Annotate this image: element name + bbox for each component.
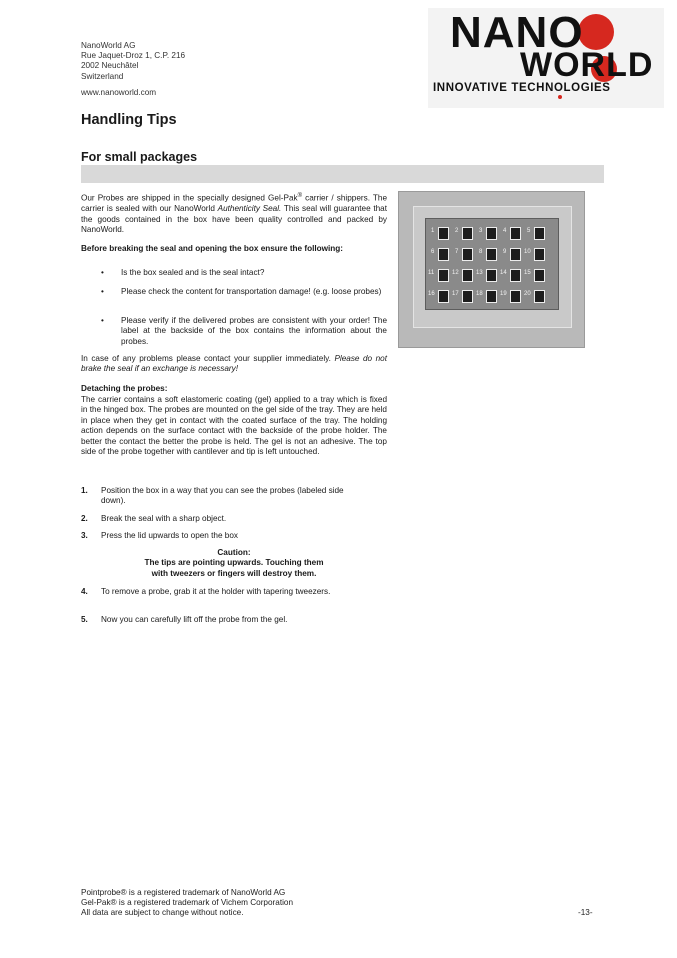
probe-slot bbox=[510, 290, 521, 303]
slot-number: 5 bbox=[527, 228, 531, 234]
probe-slot bbox=[534, 248, 545, 261]
slot-number: 10 bbox=[524, 249, 531, 255]
address-city: 2002 Neuchâtel bbox=[81, 61, 139, 71]
checklist-text: Is the box sealed and is the seal intact? bbox=[121, 268, 265, 277]
step-number: 5. bbox=[81, 615, 88, 624]
probe-slot bbox=[486, 227, 497, 240]
step-text: Position the box in a way that you can see the probes (labeled side down). bbox=[101, 486, 344, 506]
probe-slot bbox=[438, 248, 449, 261]
slot-number: 17 bbox=[452, 291, 459, 297]
authenticity-seal-text: Authenticity Seal. bbox=[217, 204, 282, 214]
slot-number: 19 bbox=[500, 291, 507, 297]
section-divider bbox=[81, 165, 604, 183]
probe-slot bbox=[510, 227, 521, 240]
page-title: Handling Tips bbox=[81, 112, 177, 128]
before-heading: Before breaking the seal and opening the box ensure the following: bbox=[81, 244, 344, 253]
slot-number: 13 bbox=[476, 270, 483, 276]
probe-slot bbox=[462, 269, 473, 282]
company-address bbox=[81, 41, 185, 82]
probe-slot bbox=[462, 290, 473, 303]
logo-world: WORLD bbox=[520, 46, 654, 84]
detach-paragraph: The carrier contains a soft elastomeric coating (gel) applied to a tray which is fixed in the hinged box. The probes are mounted on the gel side of the tray. They are held in place when they get in contact with the coated surface of the tray. The holding action depends on the surface contact with the backside of the probe holder. The better the contact the better the probe is held. The gel is not an adhesive. The top side of the probe together with cantilever and tip is left untouched. bbox=[81, 395, 387, 457]
step-text: To remove a probe, grab it at the holder with tapering tweezers. bbox=[101, 587, 331, 596]
problems-warning: Please do not brake the seal if an exchange is necessary! bbox=[81, 354, 388, 374]
logo-nano: NANO bbox=[450, 8, 584, 57]
probe-slot bbox=[534, 269, 545, 282]
intro-text: Our Probes are shipped in the specially designed Gel-Pak bbox=[81, 193, 298, 203]
intro-paragraph bbox=[81, 191, 387, 235]
slot-number: 18 bbox=[476, 291, 483, 297]
page-number: -13- bbox=[578, 908, 593, 917]
slot-number: 12 bbox=[452, 270, 459, 276]
probe-slot bbox=[462, 227, 473, 240]
probe-slot bbox=[486, 269, 497, 282]
slot-number: 6 bbox=[431, 249, 435, 255]
probe-slot bbox=[534, 290, 545, 303]
bullet-icon: • bbox=[101, 316, 104, 325]
probe-slot bbox=[438, 290, 449, 303]
step-number: 1. bbox=[81, 486, 88, 495]
caution-box bbox=[81, 548, 387, 579]
slot-number: 1 bbox=[431, 228, 435, 234]
bullet-icon: • bbox=[101, 287, 104, 296]
trademark-gelpak: Gel-Pak® is a registered trademark of Vichem Corporation bbox=[81, 898, 294, 908]
probe-slot bbox=[438, 269, 449, 282]
step-number: 2. bbox=[81, 514, 88, 523]
company-name: NanoWorld AG bbox=[81, 41, 136, 50]
probe-slot bbox=[486, 248, 497, 261]
disclaimer: All data are subject to change without notice. bbox=[81, 908, 244, 918]
slot-number: 8 bbox=[479, 249, 483, 255]
caution-line: The tips are pointing upwards. Touching them bbox=[144, 558, 324, 568]
step-text: Press the lid upwards to open the box bbox=[101, 531, 238, 540]
footer bbox=[81, 888, 293, 919]
slot-number: 14 bbox=[500, 270, 507, 276]
probe-slot bbox=[510, 248, 521, 261]
address-country: Switzerland bbox=[81, 71, 124, 81]
intro-text: carrier / shippers. The carrier is sealed with our NanoWorld bbox=[81, 193, 387, 214]
step-text: Break the seal with a sharp object. bbox=[101, 514, 227, 523]
problems-paragraph bbox=[81, 354, 387, 375]
gel-tray bbox=[425, 218, 559, 310]
probe-slot bbox=[510, 269, 521, 282]
logo-red-dot bbox=[558, 95, 562, 99]
detach-heading: Detaching the probes: bbox=[81, 384, 168, 393]
slot-number: 20 bbox=[524, 291, 531, 297]
section-title: For small packages bbox=[81, 150, 198, 164]
website-link[interactable]: www.nanoworld.com bbox=[81, 88, 157, 97]
step-number: 4. bbox=[81, 587, 88, 596]
slot-number: 4 bbox=[503, 228, 507, 234]
nanoworld-logo bbox=[428, 8, 664, 108]
checklist-text: Please check the content for transportation damage! (e.g. loose probes) bbox=[121, 287, 382, 296]
probe-slot bbox=[438, 227, 449, 240]
slot-number: 3 bbox=[479, 228, 483, 234]
slot-number: 15 bbox=[524, 270, 531, 276]
slot-number: 16 bbox=[428, 291, 435, 297]
gel-pak-box-photo bbox=[398, 191, 585, 348]
problems-text: In case of any problems please contact your supplier immediately. bbox=[81, 354, 335, 363]
caution-title: Caution: bbox=[217, 548, 251, 557]
step-text: Now you can carefully lift off the probe from the gel. bbox=[101, 615, 288, 624]
address-street: Rue Jaquet-Droz 1, C.P. 216 bbox=[81, 51, 186, 61]
slot-number: 2 bbox=[455, 228, 459, 234]
probe-slot bbox=[486, 290, 497, 303]
trademark-pointprobe: Pointprobe® is a registered trademark of NanoWorld AG bbox=[81, 888, 286, 897]
probe-slot bbox=[534, 227, 545, 240]
bullet-icon: • bbox=[101, 268, 104, 277]
caution-line: with tweezers or fingers will destroy them. bbox=[151, 568, 317, 578]
registered-mark: ® bbox=[297, 193, 303, 199]
intro-text: This seal will guarantee that the goods contained in the box have been quality controlled and packed by NanoWorld. bbox=[81, 204, 388, 234]
slot-number: 9 bbox=[503, 249, 507, 255]
step-number: 3. bbox=[81, 531, 88, 540]
checklist-text: Please verify if the delivered probes are consistent with your order! The label at the backside of the box contains the information about the probes. bbox=[121, 316, 387, 346]
slot-number: 7 bbox=[455, 249, 459, 255]
slot-number: 11 bbox=[428, 270, 435, 276]
probe-slot bbox=[462, 248, 473, 261]
logo-tagline: INNOVATIVE TECHNOLOGIES bbox=[433, 82, 611, 94]
